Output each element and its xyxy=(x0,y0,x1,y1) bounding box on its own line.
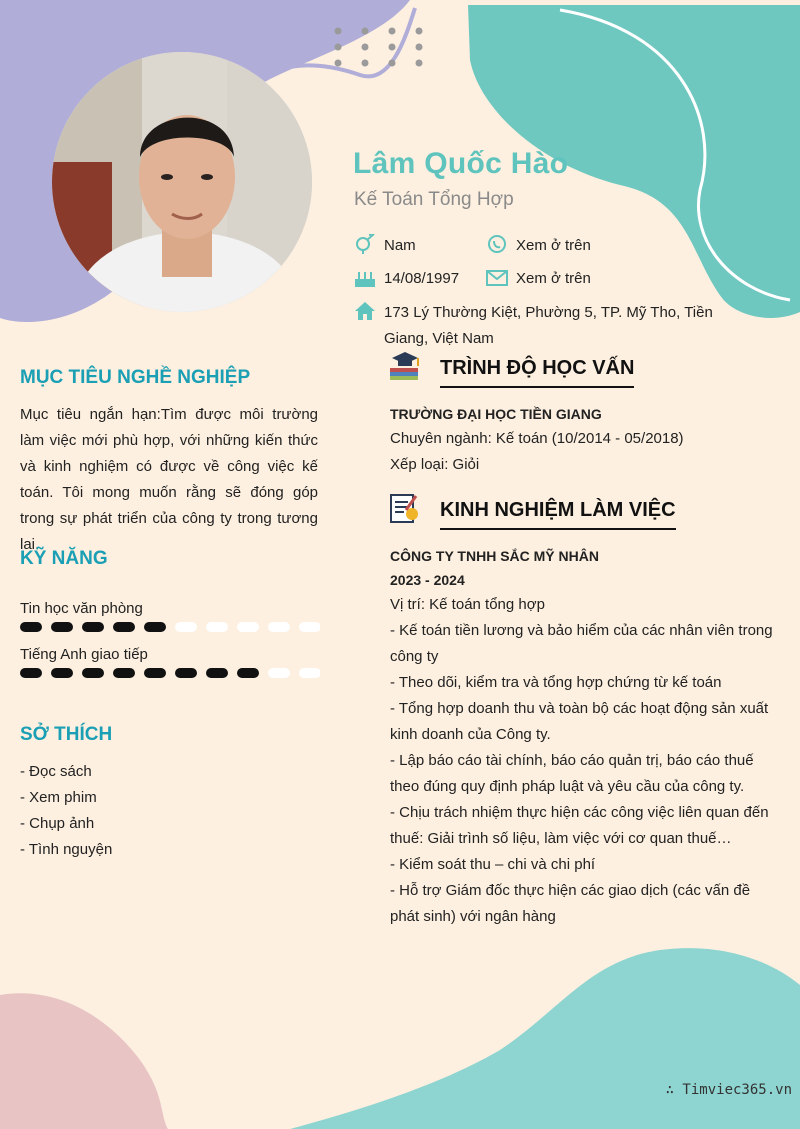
skill-dot-empty xyxy=(268,668,290,678)
duty-item: - Kế toán tiền lương và bảo hiểm của các nhân viên trong công ty xyxy=(390,622,773,665)
email-value: Xem ở trên xyxy=(516,270,591,287)
skill-dot-filled xyxy=(20,622,42,632)
profile-photo xyxy=(52,52,312,312)
candidate-name: Lâm Quốc Hào xyxy=(353,147,569,180)
duty-item: - Hỗ trợ Giám đốc thực hiện các giao dịch (các vấn đề phát sinh) với ngân hàng xyxy=(390,882,751,925)
duty-item: - Lập báo cáo tài chính, báo cáo quản trị, báo cáo thuế theo đúng quy định pháp luật và yêu cầu của công ty. xyxy=(390,752,754,795)
skill-dot-empty xyxy=(237,622,259,632)
birthday-cake-icon xyxy=(354,268,376,288)
company-name: CÔNG TY TNHH SẮC MỸ NHÂN xyxy=(390,548,599,564)
address-line-2: Giang, Việt Nam xyxy=(384,330,494,347)
skill-dot-empty xyxy=(206,622,228,632)
skill-label: Tiếng Anh giao tiếp xyxy=(20,646,148,663)
experience-heading: KINH NGHIỆM LÀM VIỆC xyxy=(440,499,676,530)
home-icon xyxy=(354,301,376,321)
skill-dot-filled xyxy=(175,668,197,678)
skill-dot-filled xyxy=(113,668,135,678)
phone-icon xyxy=(486,234,508,254)
skill-dot-empty xyxy=(175,622,197,632)
hobby-item: - Tình nguyện xyxy=(20,841,113,858)
skill-dot-empty xyxy=(268,622,290,632)
skill-dot-filled xyxy=(144,668,166,678)
brand-logo-icon: ∴ xyxy=(665,1082,683,1098)
education-major: Chuyên ngành: Kế toán (10/2014 - 05/2018) xyxy=(390,430,684,447)
skill-dot-empty xyxy=(299,622,320,632)
skill-rating-bar xyxy=(20,620,320,634)
pink-blob xyxy=(0,993,168,1129)
address-line-1: 173 Lý Thường Kiệt, Phường 5, TP. Mỹ Tho, Tiền xyxy=(384,304,713,321)
work-document-icon xyxy=(388,492,422,524)
skill-dot-filled xyxy=(237,668,259,678)
duty-item: - Tổng hợp doanh thu và toàn bộ các hoạt động sản xuất kinh doanh của Công ty. xyxy=(390,700,769,743)
objective-text: Mục tiêu ngắn hạn:Tìm được môi trường làm việc mới phù hợp, với những kiến thức và kinh nghiệm có được về công việc kế toán. Tôi mong muốn rằng sẽ đóng góp trong sự phát triển của công ty trong tương lai. xyxy=(20,406,318,553)
skill-dot-filled xyxy=(51,622,73,632)
hobby-item: - Đọc sách xyxy=(20,763,92,780)
birthday-value: 14/08/1997 xyxy=(384,270,460,287)
skill-dot-filled xyxy=(20,668,42,678)
duty-item: - Chịu trách nhiệm thực hiện các công việc liên quan đến thuế: Giải trình số liệu, làm việc với cơ quan thuế… xyxy=(390,804,769,847)
job-title: Kế Toán Tổng Hợp xyxy=(354,189,514,210)
skill-dot-filled xyxy=(82,668,104,678)
gender-value: Nam xyxy=(384,237,416,254)
skill-rating-bar xyxy=(20,666,320,680)
education-heading: TRÌNH ĐỘ HỌC VẤN xyxy=(440,357,634,388)
teal-blob-bottom xyxy=(290,948,800,1129)
skill-dot-filled xyxy=(51,668,73,678)
work-period: 2023 - 2024 xyxy=(390,572,465,588)
skill-dot-filled xyxy=(82,622,104,632)
skill-label: Tin học văn phòng xyxy=(20,600,143,617)
skill-dot-filled xyxy=(113,622,135,632)
hobbies-heading: SỞ THÍCH xyxy=(20,724,113,745)
work-position: Vị trí: Kế toán tổng hợp xyxy=(390,596,545,613)
footer-brand xyxy=(666,1082,792,1098)
skills-heading: KỸ NĂNG xyxy=(20,548,108,569)
phone-value: Xem ở trên xyxy=(516,237,591,254)
email-icon xyxy=(486,268,508,288)
skill-dot-filled xyxy=(144,622,166,632)
skill-dot-empty xyxy=(299,668,320,678)
graduation-books-icon xyxy=(388,350,422,382)
hobby-item: - Chụp ảnh xyxy=(20,815,95,832)
duty-item: - Theo dõi, kiểm tra và tổng hợp chứng từ kế toán xyxy=(390,674,722,691)
education-grade: Xếp loại: Giỏi xyxy=(390,456,480,473)
duty-item: - Kiểm soát thu – chi và chi phí xyxy=(390,856,596,873)
gender-icon xyxy=(354,234,376,254)
footer-brand-text: Timviec365.vn xyxy=(682,1082,792,1098)
objective-heading: MỤC TIÊU NGHỀ NGHIỆP xyxy=(20,367,251,388)
hobby-item: - Xem phim xyxy=(20,789,97,806)
skill-dot-filled xyxy=(206,668,228,678)
school-name: TRƯỜNG ĐẠI HỌC TIỀN GIANG xyxy=(390,406,602,422)
